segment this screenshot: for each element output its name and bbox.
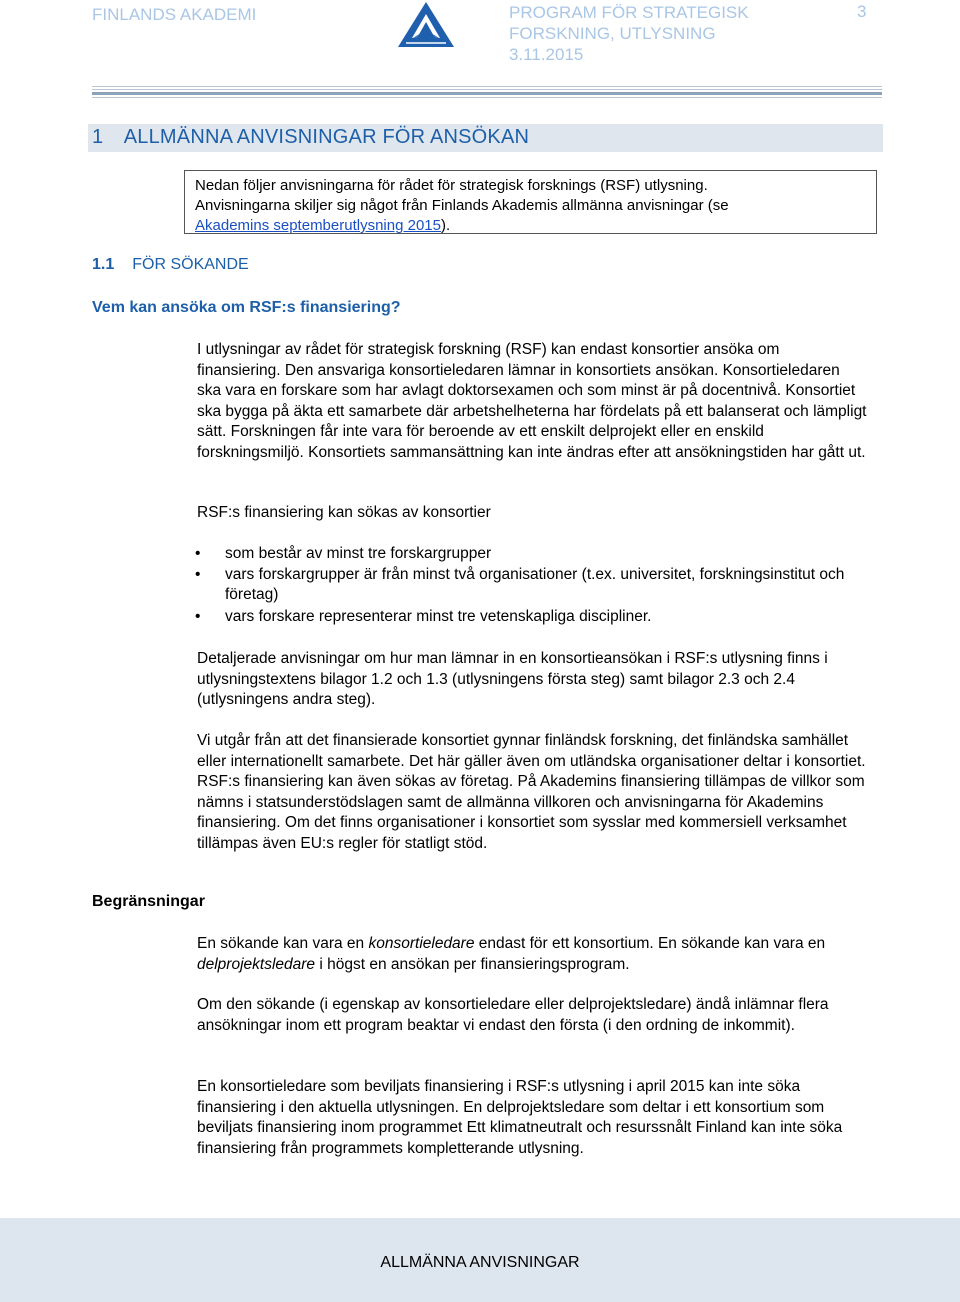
academy-logo-icon [396,0,456,55]
subsection-number: 1.1 [92,256,115,273]
who-can-apply-heading: Vem kan ansöka om RSF:s finansiering? [92,299,401,316]
header-program-line2: FORSKNING, UTLYSNING [509,24,716,43]
footer-text: ALLMÄNNA ANVISNINGAR [380,1254,580,1271]
list-item: • som består av minst tre forskargrupper [197,544,867,565]
header-rule-thick [92,92,882,95]
paragraph-text: En konsortieledare som beviljats finansiering i RSF:s utlysning i april 2015 kan inte söka finansiering i den aktuella utlysningen. En delprojektsledare som deltar i ett konsortium som beviljats finansiering inom programmet Ett klimatneutralt och resurssnålt Finland kan inte söka finansiering från programmets kompletterande utlysning. [197,1078,843,1157]
header-rule [92,86,882,87]
paragraph-consortia-intro [197,503,867,524]
intro-box [184,170,877,234]
header-program [509,2,749,65]
header-date: 3.11.2015 [509,45,584,64]
subsection-heading [92,256,249,274]
term-consortium-leader: konsortieledare [368,935,475,952]
section-heading [92,126,529,149]
paragraph-text: Detaljerade anvisningar om hur man lämnar in en konsortieansökan i RSF:s utlysning finns i utlysningstextens bilagor 1.2 och 1.3 (utlysningens första steg) samt bilagor 2.3 och 2.4 (utlysningens andra steg). [197,650,828,708]
header-rule [92,89,882,90]
section-number: 1 [92,126,104,148]
paragraph-text: I utlysningar av rådet för strategisk forskning (RSF) kan endast konsortier ansöka om finansiering. Den ansvariga konsortieledaren lämnar in konsortiets ansökan. Konsortieledaren ska vara en forskare som har avlagt doktorsexamen och som minst är på docentnivå. Konsortiet ska bygga på äkta ett samarbete där arbetshelheterna har fördelats på ett balanserat och lämpligt sätt. Forskningen får inte vara för beroende av ett enskilt delprojekt eller en enskild forskningsmiljö. Konsortiets sammansättning kan inte ändras efter att ansökningstiden har gått ut. [197,341,867,461]
september-call-link[interactable]: Akademins septemberutlysning 2015 [195,217,441,234]
intro-line3 [195,216,866,236]
paragraph-previous-funding [197,1077,867,1159]
page-number: 3 [857,2,867,21]
text-run: endast för ett konsortium. En sökande kan vara en [474,935,826,952]
paragraph-text [197,934,867,975]
text-run: En sökande kan vara en [197,935,369,952]
list-item: • vars forskare representerar minst tre vetenskapliga discipliner. [197,607,867,628]
consortia-requirements-list [197,544,867,627]
paragraph-text: Om den sökande (i egenskap av konsortieledare eller delprojektsledare) ändå inlämnar flera ansökningar inom ett program beaktar vi endast den första (i den ordning de inkommit). [197,996,829,1034]
paragraph-text: RSF:s finansiering kan sökas av konsortier [197,504,491,521]
term-subproject-leader: delprojektsledare [197,955,316,973]
intro-line1: Nedan följer anvisningarna för rådet för strategisk forsknings (RSF) utlysning. [195,177,708,194]
header-org: FINLANDS AKADEMI [92,5,257,24]
header-rule [92,97,882,98]
paragraph-multiple-applications [197,995,867,1036]
paragraph-benefit [197,731,867,854]
intro-line2: Anvisningarna skiljer sig något från Finlands Akademis allmänna anvisningar (se [195,197,729,214]
subsection-title: FÖR SÖKANDE [132,256,249,273]
paragraph-text: Vi utgår från att det finansierade konsortiet gynnar finländsk forskning, det finländska samhället eller internationellt samarbete. Det här gäller även om utländska organisationer deltar i konsortiet. RSF:s finansiering kan även sökas av företag. På Akademins finansiering tillämpas de villkor som nämns i statsunderstödslagen samt de allmänna villkoren och anvisningarna för Akademins finansiering. Om det finns organisationer i konsortiet som sysslar med kommersiell verksamhet tillämpas även EU:s regler för statligt stöd. [197,732,866,852]
section-title: ALLMÄNNA ANVISNINGAR FÖR ANSÖKAN [123,126,530,148]
paragraph-detailed-instructions [197,649,867,711]
paragraph-applicant-roles [197,934,867,975]
header-rules [92,86,882,100]
restrictions-label: Begränsningar [92,893,205,910]
intro-after-link: ). [440,217,451,234]
paragraph-eligibility [197,340,867,463]
list-item: • vars forskargrupper är från minst två organisationer (t.ex. universitet, forskningsinstitut och företag) [197,565,867,606]
header-program-line1: PROGRAM FÖR STRATEGISK [509,3,749,22]
text-run: i högst en ansökan per finansieringsprogram. [315,955,630,973]
